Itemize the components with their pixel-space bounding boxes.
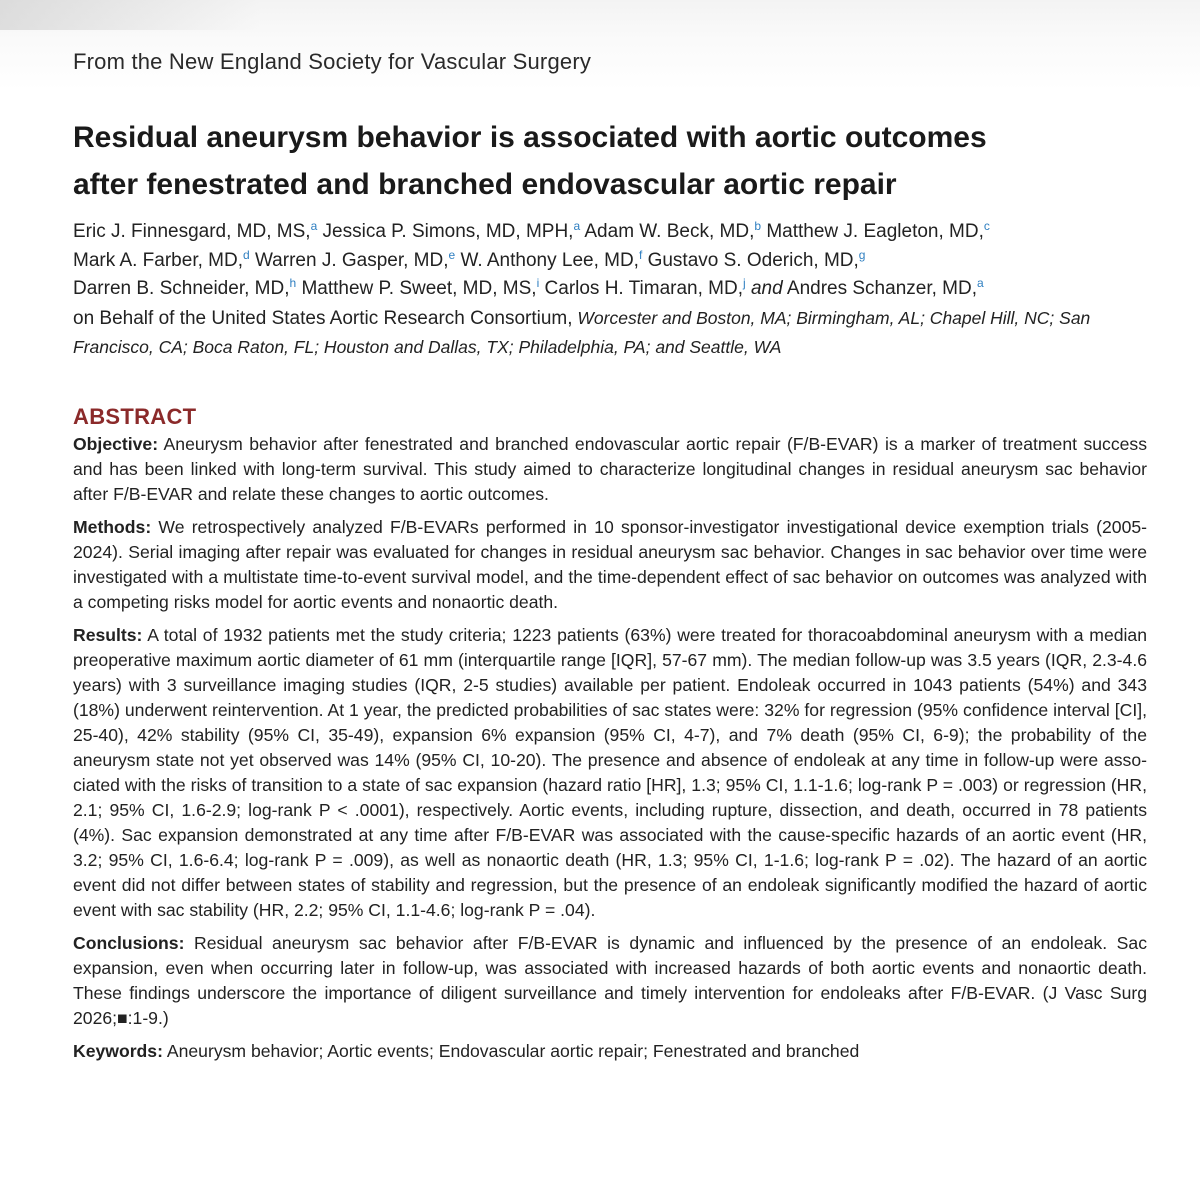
- affiliation-marker[interactable]: d: [242, 247, 250, 262]
- abstract-body: [73, 432, 1147, 1072]
- author: Warren J. Gasper, MD,: [249, 249, 449, 271]
- affiliation-marker[interactable]: g: [858, 247, 866, 262]
- article-title: [73, 114, 1153, 208]
- title-line-1: Residual aneurysm behavior is associated with aortic outcomes: [73, 121, 987, 154]
- section-label: Keywords:: [73, 1041, 163, 1061]
- keywords-paragraph: [73, 1039, 1147, 1064]
- author: Carlos H. Timaran, MD,: [539, 278, 744, 299]
- society-header: From the New England Society for Vascular Surgery: [73, 49, 592, 74]
- author: Adam W. Beck, MD,: [580, 221, 755, 242]
- affiliation-marker[interactable]: b: [754, 219, 762, 233]
- affiliation-marker[interactable]: i: [536, 276, 540, 290]
- author: Andres Schanzer, MD,: [782, 278, 977, 299]
- affiliation-marker[interactable]: a: [977, 276, 984, 290]
- section-label: Conclusions:: [73, 933, 185, 953]
- author: Darren B. Schneider, MD,: [73, 278, 290, 299]
- author: Matthew J. Eagleton, MD,: [761, 221, 984, 242]
- affiliation-locations: Worcester and Boston, MA; Birmingham, AL; Chapel Hill, NC; San Francisco, CA; Boca Raton, FL; Houston and Dallas, TX; Philadelphia, PA; and Seattle, WA: [73, 307, 1091, 357]
- page-shadow: [0, 0, 260, 30]
- section-text: Aneurysm behavior after fenestrated and branched endovascular aortic repair (F/B-EVAR) is a marker of treatment success and has been linked with long-term survival. This study aimed to characterize longitudinal changes in residual aneurysm sac behavior after F/B-EVAR and relate these changes to aortic outcomes.: [73, 434, 1147, 504]
- affiliation-marker[interactable]: f: [638, 247, 643, 262]
- section-label: Results:: [73, 625, 143, 645]
- methods-paragraph: [73, 515, 1147, 615]
- section-text: We retrospectively analyzed F/B-EVARs performed in 10 sponsor-investigator investigational device exemption trials (2005-2024). Serial imaging after repair was evaluated for changes in residual aneurysm sac behavior. Changes in sac behavior over time were investigated with a multistate time-to-event survival model, and the time-dependent effect of sac behavior on outcomes was analyzed with a competing risks model for aortic events and nonaortic death.: [73, 517, 1147, 612]
- author-list: [73, 218, 1153, 363]
- results-paragraph: [73, 623, 1147, 923]
- consortium-name: on Behalf of the United States Aortic Research Consortium,: [73, 307, 573, 329]
- conclusions-paragraph: [73, 931, 1147, 1031]
- objective-paragraph: [73, 432, 1147, 507]
- title-line-2: after fenestrated and branched endovascular aortic repair: [73, 168, 897, 201]
- author: Eric J. Finnesgard, MD, MS,: [73, 221, 311, 242]
- author: Jessica P. Simons, MD, MPH,: [317, 221, 574, 242]
- section-text: A total of 1932 patients met the study criteria; 1223 patients (63%) were treated for thoracoabdominal aneurysm with a median preoperative maximum aortic diameter of 61 mm (interquartile range [IQR], 57-67 mm). The median follow-up was 3.5 years (IQR, 2.3-4.6 years) with 3 surveillance imaging studies (IQR, 2-5 studies) available per patient. Endoleak occurred in 1043 patients (54%) and 343 (18%) underwent reintervention. At 1 year, the predicted probabilities of sac states were: 32% for regression (95% confidence interval [CI], 25-40), 42% stability (95% CI, 35-49), expansion 6% expansion (95% CI, 4-7), and 7% death (95% CI, 6-9); the probability of the aneurysm state not yet observed was 14% (95% CI, 10-20). The presence and absence of endoleak at any time in follow-up were associated with the risks of transition to a state of sac expansion (hazard ratio [HR], 1.3; 95% CI, 1.1-1.6; log-rank P = .003) or regression (HR, 2.1; 95% CI, 1.6-2.9; log-rank P < .0001), respectively. Aortic events, including rupture, dissection, and death, occurred in 78 patients (4%). Sac expansion demonstrated at any time after F/B-EVAR was associated with the cause-specific hazards of an aortic event (HR, 3.2; 95% CI, 1.6-6.4; log-rank P = .009), as well as nonaortic death (HR, 1.3; 95% CI, 1-1.6; log-rank P = .02). The hazard of an aortic event did not differ between states of stability and regression, but the presence of an endoleak significantly modified the hazard of aortic event with sac stability (HR, 2.2; 95% CI, 1.1-4.6; log-rank P = .04).: [73, 625, 1147, 920]
- section-text: Residual aneurysm sac behavior after F/B-EVAR is dynamic and influenced by the presence of an endoleak. Sac expansion, even when occurring later in follow-up, was associated with increased hazards of both aortic events and nonaortic death. These findings underscore the importance of diligent surveillance and timely intervention for endoleaks after F/B-EVAR. (J Vasc Surg 2026;■:1-9.): [73, 933, 1147, 1028]
- affiliation-marker[interactable]: j: [743, 276, 746, 290]
- author: W. Anthony Lee, MD,: [455, 249, 639, 271]
- section-label: Objective:: [73, 434, 159, 454]
- section-label: Methods:: [73, 517, 152, 537]
- author: Gustavo S. Oderich, MD,: [642, 249, 859, 271]
- affiliation-marker[interactable]: h: [289, 276, 297, 290]
- abstract-heading: ABSTRACT: [73, 404, 197, 429]
- author: Mark A. Farber, MD,: [73, 249, 243, 271]
- affiliation-marker[interactable]: e: [448, 247, 456, 262]
- section-text: Aneurysm behavior; Aortic events; Endovascular aortic repair; Fenestrated and branched: [162, 1041, 860, 1061]
- affiliation-marker[interactable]: c: [983, 219, 990, 233]
- affiliation-marker[interactable]: a: [573, 219, 581, 233]
- and-conjunction: and: [745, 278, 783, 299]
- affiliation-marker[interactable]: a: [310, 219, 318, 233]
- author: Matthew P. Sweet, MD, MS,: [296, 278, 537, 299]
